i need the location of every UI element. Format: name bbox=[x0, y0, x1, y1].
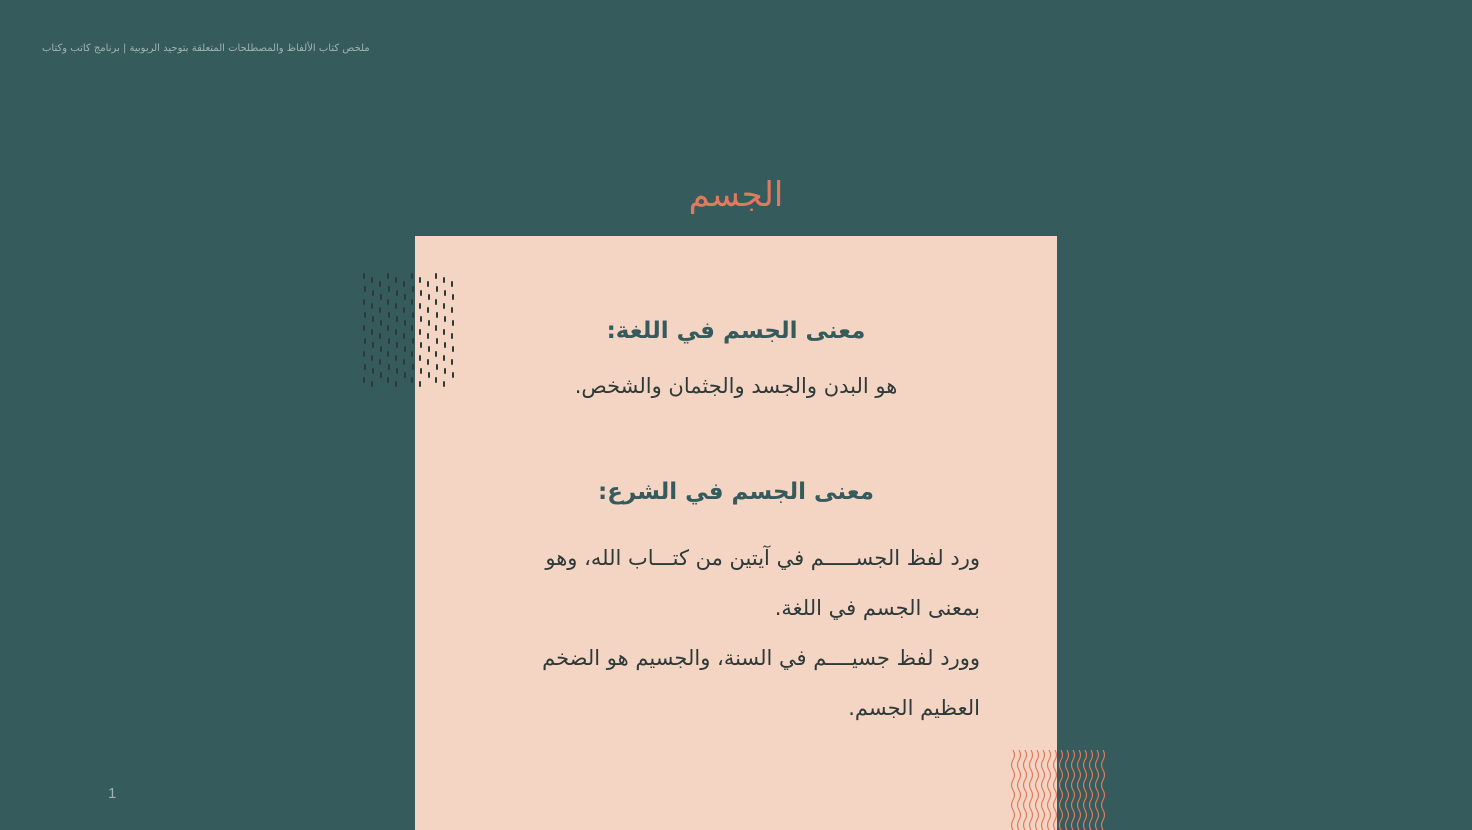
header-title: ملخص كتاب الألفاظ والمصطلحات المتعلقة بتوحيد الربوبية | برنامج كاتب وكتاب bbox=[42, 43, 370, 54]
wave-line bbox=[1090, 750, 1093, 830]
wave-line bbox=[1012, 750, 1015, 830]
wave-line bbox=[1060, 750, 1063, 830]
wave-line bbox=[1102, 750, 1105, 830]
sharia-line-2: بمعنى الجسم في اللغة. bbox=[774, 596, 980, 620]
heading-sharia: معنى الجسم في الشرع: bbox=[598, 479, 874, 505]
page-number: 1 bbox=[108, 785, 117, 802]
slide-title: الجسم bbox=[688, 175, 784, 215]
heading-language: معنى الجسم في اللغة: bbox=[606, 318, 866, 344]
wave-line bbox=[1030, 750, 1033, 830]
sharia-line-1: ورد لفظ الجســـــم في آيتين من كتـــاب الله، وهو bbox=[545, 546, 980, 570]
content-card bbox=[415, 236, 1057, 830]
wave-line bbox=[1018, 750, 1021, 830]
sharia-line-3: وورد لفظ جسيــــم في السنة، والجسيم هو الضخم bbox=[542, 646, 980, 670]
wave-line bbox=[1072, 750, 1075, 830]
sharia-line-4: العظيم الجسم. bbox=[848, 696, 980, 720]
wave-line bbox=[1048, 750, 1051, 830]
wave-line bbox=[1096, 750, 1099, 830]
wave-line bbox=[1024, 750, 1027, 830]
wave-line bbox=[1066, 750, 1069, 830]
wave-line bbox=[1054, 750, 1057, 830]
wave-line bbox=[1042, 750, 1045, 830]
wave-line bbox=[1036, 750, 1039, 830]
wave-line bbox=[1078, 750, 1081, 830]
wave-line bbox=[1084, 750, 1087, 830]
text-language: هو البدن والجسد والجثمان والشخص. bbox=[574, 374, 898, 398]
dot-pattern-icon bbox=[358, 268, 462, 390]
wave-pattern-icon bbox=[1010, 750, 1110, 830]
